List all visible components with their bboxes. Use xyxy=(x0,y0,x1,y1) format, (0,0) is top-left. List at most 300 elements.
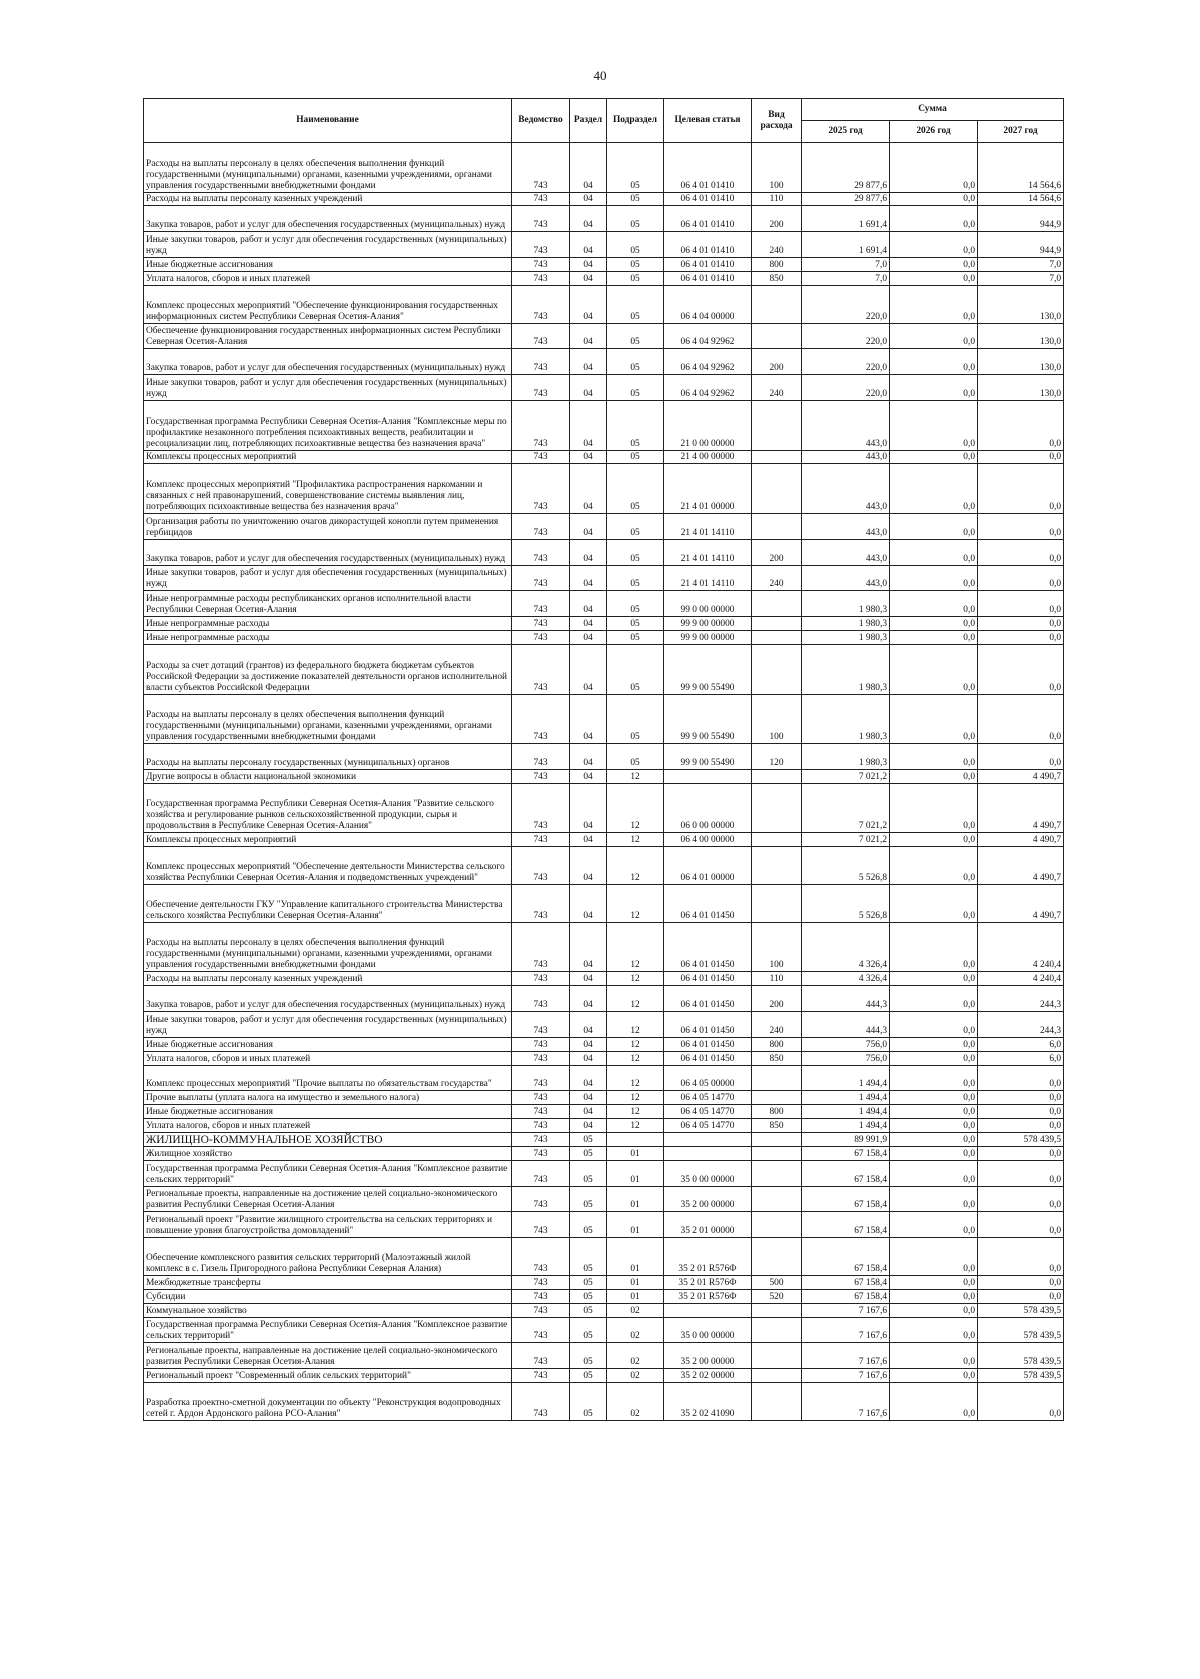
table-row xyxy=(144,1160,1064,1186)
table-cell-dept: 743 xyxy=(512,1091,570,1105)
table-cell-dept: 743 xyxy=(512,271,570,285)
table-cell-target xyxy=(664,1133,752,1147)
table-cell-subsection: 02 xyxy=(607,1369,664,1383)
table-cell-2026: 0,0 xyxy=(890,143,978,193)
table-row xyxy=(144,1119,1064,1133)
table-cell-2026: 0,0 xyxy=(890,539,978,565)
table-cell-name: Коммунальное хозяйство xyxy=(144,1303,512,1317)
table-cell-subsection: 01 xyxy=(607,1275,664,1289)
table-cell-target: 35 0 00 00000 xyxy=(664,1317,752,1343)
table-cell-section: 05 xyxy=(570,1160,607,1186)
table-cell-expense-type xyxy=(752,1303,802,1317)
table-row xyxy=(144,1146,1064,1160)
table-cell-2026: 0,0 xyxy=(890,1065,978,1091)
table-cell-2027: 578 439,5 xyxy=(978,1317,1064,1343)
table-cell-dept: 743 xyxy=(512,258,570,272)
table-cell-target xyxy=(664,1146,752,1160)
table-row xyxy=(144,769,1064,783)
header-dept: Ведомство xyxy=(512,99,570,143)
table-cell-target: 06 4 01 00000 xyxy=(664,847,752,885)
table-row xyxy=(144,1186,1064,1212)
table-cell-expense-type xyxy=(752,1186,802,1212)
table-cell-expense-type xyxy=(752,591,802,617)
table-cell-expense-type xyxy=(752,1160,802,1186)
table-cell-expense-type: 800 xyxy=(752,258,802,272)
table-cell-name: Иные закупки товаров, работ и услуг для обеспечения государственных (муниципальных) нужд xyxy=(144,1012,512,1038)
table-cell-expense-type xyxy=(752,847,802,885)
table-cell-name: Обеспечение деятельности ГКУ "Управление капитального строительства Министерства сельского хозяйства Республики Северная Осетия-Алания" xyxy=(144,885,512,923)
table-cell-2025: 7 167,6 xyxy=(802,1317,890,1343)
table-cell-section: 05 xyxy=(570,1146,607,1160)
table-cell-2026: 0,0 xyxy=(890,1383,978,1421)
table-cell-dept: 743 xyxy=(512,1012,570,1038)
table-cell-section: 04 xyxy=(570,694,607,744)
table-row xyxy=(144,539,1064,565)
table-cell-2027: 0,0 xyxy=(978,450,1064,464)
table-cell-dept: 743 xyxy=(512,1289,570,1303)
table-cell-dept: 743 xyxy=(512,769,570,783)
table-cell-2026: 0,0 xyxy=(890,206,978,232)
table-cell-target: 99 9 00 00000 xyxy=(664,617,752,631)
table-row xyxy=(144,1091,1064,1105)
table-cell-expense-type xyxy=(752,644,802,694)
table-cell-target: 35 0 00 00000 xyxy=(664,1160,752,1186)
table-cell-name: Иные непрограммные расходы xyxy=(144,617,512,631)
table-row xyxy=(144,1212,1064,1238)
table-cell-section: 04 xyxy=(570,565,607,591)
table-row xyxy=(144,1383,1064,1421)
table-cell-2026: 0,0 xyxy=(890,833,978,847)
table-cell-name: Государственная программа Республики Северная Осетия-Алания "Комплексные меры по профилактике незаконного потребления психоактивных веществ, реабилитации и ресоциализации лиц, потребляющих психоактивные вещества без назначения врача" xyxy=(144,400,512,450)
table-row xyxy=(144,744,1064,770)
table-cell-name: Другие вопросы в области национальной экономики xyxy=(144,769,512,783)
table-cell-2026: 0,0 xyxy=(890,1105,978,1119)
table-cell-subsection: 05 xyxy=(607,400,664,450)
table-row xyxy=(144,271,1064,285)
table-cell-subsection: 05 xyxy=(607,539,664,565)
table-cell-subsection: 05 xyxy=(607,375,664,401)
table-cell-name: Иные закупки товаров, работ и услуг для обеспечения государственных (муниципальных) нужд xyxy=(144,375,512,401)
table-cell-2026: 0,0 xyxy=(890,1238,978,1276)
table-cell-expense-type: 100 xyxy=(752,922,802,972)
table-cell-subsection: 12 xyxy=(607,1105,664,1119)
table-cell-section: 05 xyxy=(570,1383,607,1421)
table-cell-target: 21 4 01 14110 xyxy=(664,539,752,565)
table-cell-2027: 0,0 xyxy=(978,617,1064,631)
table-cell-name: Разработка проектно-сметной документации по объекту "Реконструкция водопроводных сетей г. Ардон Ардонского района РСО-Алания" xyxy=(144,1383,512,1421)
table-cell-expense-type xyxy=(752,514,802,540)
table-cell-2025: 1 494,4 xyxy=(802,1105,890,1119)
table-cell-section: 05 xyxy=(570,1275,607,1289)
table-cell-dept: 743 xyxy=(512,744,570,770)
table-cell-expense-type: 850 xyxy=(752,1051,802,1065)
table-cell-2026: 0,0 xyxy=(890,644,978,694)
table-cell-name: Закупка товаров, работ и услуг для обеспечения государственных (муниципальных) нужд xyxy=(144,986,512,1012)
table-cell-2026: 0,0 xyxy=(890,617,978,631)
table-cell-expense-type: 240 xyxy=(752,1012,802,1038)
table-cell-2026: 0,0 xyxy=(890,972,978,986)
table-cell-expense-type xyxy=(752,323,802,349)
table-cell-expense-type: 500 xyxy=(752,1275,802,1289)
table-cell-2027: 130,0 xyxy=(978,285,1064,323)
table-cell-2025: 5 526,8 xyxy=(802,885,890,923)
table-cell-2027: 6,0 xyxy=(978,1037,1064,1051)
table-cell-2026: 0,0 xyxy=(890,323,978,349)
table-cell-dept: 743 xyxy=(512,1275,570,1289)
table-cell-2027: 0,0 xyxy=(978,631,1064,645)
table-cell-2025: 7 167,6 xyxy=(802,1369,890,1383)
table-row xyxy=(144,644,1064,694)
table-cell-2025: 67 158,4 xyxy=(802,1160,890,1186)
table-cell-subsection: 05 xyxy=(607,514,664,540)
table-cell-2027: 4 240,4 xyxy=(978,922,1064,972)
table-cell-2027: 0,0 xyxy=(978,1091,1064,1105)
table-cell-2027: 0,0 xyxy=(978,591,1064,617)
table-row xyxy=(144,617,1064,631)
table-row xyxy=(144,972,1064,986)
table-row xyxy=(144,1317,1064,1343)
table-cell-2027: 578 439,5 xyxy=(978,1369,1064,1383)
table-cell-target: 06 4 00 00000 xyxy=(664,833,752,847)
table-cell-2025: 443,0 xyxy=(802,514,890,540)
table-cell-section: 04 xyxy=(570,1012,607,1038)
table-cell-2025: 220,0 xyxy=(802,349,890,375)
table-cell-2025: 1 980,3 xyxy=(802,631,890,645)
table-cell-section: 04 xyxy=(570,206,607,232)
table-cell-2026: 0,0 xyxy=(890,694,978,744)
table-cell-target xyxy=(664,769,752,783)
table-cell-target xyxy=(664,1303,752,1317)
table-cell-dept: 743 xyxy=(512,1383,570,1421)
table-cell-2026: 0,0 xyxy=(890,1133,978,1147)
header-subsection: Подраздел xyxy=(607,99,664,143)
table-cell-section: 04 xyxy=(570,617,607,631)
header-2025: 2025 год xyxy=(802,121,890,143)
table-cell-name: Закупка товаров, работ и услуг для обеспечения государственных (муниципальных) нужд xyxy=(144,206,512,232)
table-cell-2027: 4 490,7 xyxy=(978,885,1064,923)
table-cell-2025: 67 158,4 xyxy=(802,1289,890,1303)
table-row xyxy=(144,1037,1064,1051)
table-cell-dept: 743 xyxy=(512,1343,570,1369)
table-cell-2025: 7 167,6 xyxy=(802,1383,890,1421)
table-cell-target: 06 4 05 14770 xyxy=(664,1091,752,1105)
table-cell-2027: 0,0 xyxy=(978,565,1064,591)
table-row xyxy=(144,464,1064,514)
table-cell-expense-type: 100 xyxy=(752,143,802,193)
table-cell-subsection: 02 xyxy=(607,1343,664,1369)
table-cell-dept: 743 xyxy=(512,400,570,450)
table-cell-section: 05 xyxy=(570,1133,607,1147)
table-cell-name: Государственная программа Республики Северная Осетия-Алания "Комплексное развитие сельских территорий" xyxy=(144,1160,512,1186)
table-cell-name: Комплекс процессных мероприятий "Прочие выплаты по обязательствам государства" xyxy=(144,1065,512,1091)
table-cell-2026: 0,0 xyxy=(890,1146,978,1160)
table-cell-target: 06 4 01 01450 xyxy=(664,885,752,923)
table-cell-name: Иные непрограммные расходы xyxy=(144,631,512,645)
table-cell-target: 06 4 04 00000 xyxy=(664,285,752,323)
table-cell-2026: 0,0 xyxy=(890,464,978,514)
table-cell-target: 06 4 04 92962 xyxy=(664,375,752,401)
table-cell-dept: 743 xyxy=(512,192,570,206)
table-cell-section: 04 xyxy=(570,1119,607,1133)
table-cell-2026: 0,0 xyxy=(890,258,978,272)
table-cell-2027: 4 490,7 xyxy=(978,769,1064,783)
table-cell-2026: 0,0 xyxy=(890,1037,978,1051)
table-row xyxy=(144,400,1064,450)
table-cell-2027: 0,0 xyxy=(978,744,1064,770)
table-cell-expense-type xyxy=(752,631,802,645)
table-cell-name: Уплата налогов, сборов и иных платежей xyxy=(144,271,512,285)
table-cell-target: 06 4 01 01410 xyxy=(664,206,752,232)
table-cell-name: Комплекс процессных мероприятий "Обеспечение функционирования государственных информационных систем Республики Северная Осетия-Алания" xyxy=(144,285,512,323)
table-cell-2027: 0,0 xyxy=(978,1146,1064,1160)
table-cell-2026: 0,0 xyxy=(890,885,978,923)
table-cell-subsection: 12 xyxy=(607,1065,664,1091)
table-row xyxy=(144,1065,1064,1091)
table-cell-name: Расходы на выплаты персоналу государственных (муниципальных) органов xyxy=(144,744,512,770)
table-cell-expense-type xyxy=(752,885,802,923)
table-cell-dept: 743 xyxy=(512,1212,570,1238)
table-cell-2025: 444,3 xyxy=(802,1012,890,1038)
table-cell-2025: 29 877,6 xyxy=(802,192,890,206)
table-cell-subsection: 05 xyxy=(607,464,664,514)
table-cell-name: Иные закупки товаров, работ и услуг для обеспечения государственных (муниципальных) нужд xyxy=(144,565,512,591)
table-cell-section: 04 xyxy=(570,972,607,986)
table-cell-target: 06 4 04 92962 xyxy=(664,349,752,375)
table-cell-expense-type: 200 xyxy=(752,539,802,565)
table-cell-target: 06 4 01 01450 xyxy=(664,972,752,986)
table-cell-target: 06 4 04 92962 xyxy=(664,323,752,349)
table-body xyxy=(144,143,1064,1421)
table-cell-dept: 743 xyxy=(512,323,570,349)
table-row xyxy=(144,1105,1064,1119)
table-cell-2026: 0,0 xyxy=(890,1051,978,1065)
table-row xyxy=(144,922,1064,972)
table-cell-subsection: 02 xyxy=(607,1317,664,1343)
table-cell-dept: 743 xyxy=(512,1186,570,1212)
table-cell-name: Комплекс процессных мероприятий "Обеспечение деятельности Министерства сельского хозяйства Республики Северная Осетия-Алания и подведомственных учреждений" xyxy=(144,847,512,885)
table-cell-section: 04 xyxy=(570,143,607,193)
table-cell-dept: 743 xyxy=(512,1303,570,1317)
table-cell-2025: 7,0 xyxy=(802,258,890,272)
table-cell-name: Иные бюджетные ассигнования xyxy=(144,258,512,272)
table-cell-expense-type xyxy=(752,1133,802,1147)
table-cell-2027: 244,3 xyxy=(978,1012,1064,1038)
table-cell-2025: 4 326,4 xyxy=(802,972,890,986)
table-cell-section: 05 xyxy=(570,1303,607,1317)
table-cell-2025: 5 526,8 xyxy=(802,847,890,885)
table-cell-2026: 0,0 xyxy=(890,192,978,206)
table-cell-target: 99 9 00 55490 xyxy=(664,644,752,694)
table-row xyxy=(144,375,1064,401)
table-cell-2027: 578 439,5 xyxy=(978,1303,1064,1317)
table-row xyxy=(144,631,1064,645)
table-cell-2025: 756,0 xyxy=(802,1037,890,1051)
table-cell-dept: 743 xyxy=(512,1133,570,1147)
table-cell-expense-type: 120 xyxy=(752,744,802,770)
table-cell-section: 04 xyxy=(570,258,607,272)
table-cell-dept: 743 xyxy=(512,1146,570,1160)
table-cell-expense-type xyxy=(752,1065,802,1091)
table-cell-target: 06 4 01 01410 xyxy=(664,232,752,258)
table-cell-section: 04 xyxy=(570,744,607,770)
table-cell-subsection: 12 xyxy=(607,885,664,923)
table-cell-name: Закупка товаров, работ и услуг для обеспечения государственных (муниципальных) нужд xyxy=(144,539,512,565)
table-cell-target: 06 4 05 00000 xyxy=(664,1065,752,1091)
table-cell-subsection: 12 xyxy=(607,1051,664,1065)
table-cell-expense-type: 850 xyxy=(752,271,802,285)
table-cell-subsection: 05 xyxy=(607,323,664,349)
table-cell-expense-type: 110 xyxy=(752,972,802,986)
table-cell-2025: 7 021,2 xyxy=(802,769,890,783)
table-cell-2026: 0,0 xyxy=(890,1186,978,1212)
table-cell-name: Расходы на выплаты персоналу в целях обеспечения выполнения функций государственными (муниципальными) органами, казенными учреждениями, органами управления государственными внебюджетными фондами xyxy=(144,143,512,193)
table-cell-name: Закупка товаров, работ и услуг для обеспечения государственных (муниципальных) нужд xyxy=(144,349,512,375)
table-cell-target: 99 9 00 55490 xyxy=(664,744,752,770)
table-cell-2026: 0,0 xyxy=(890,1091,978,1105)
table-cell-2025: 220,0 xyxy=(802,285,890,323)
table-cell-section: 04 xyxy=(570,847,607,885)
table-cell-2027: 578 439,5 xyxy=(978,1343,1064,1369)
table-cell-2027: 4 490,7 xyxy=(978,783,1064,833)
table-cell-target: 06 4 05 14770 xyxy=(664,1105,752,1119)
table-cell-2027: 14 564,6 xyxy=(978,143,1064,193)
table-cell-target: 99 0 00 00000 xyxy=(664,591,752,617)
table-cell-subsection: 12 xyxy=(607,769,664,783)
table-cell-dept: 743 xyxy=(512,591,570,617)
table-cell-target: 35 2 01 00000 xyxy=(664,1212,752,1238)
table-cell-name: Региональные проекты, направленные на достижение целей социально-экономического развития Республики Северная Осетия-Алания xyxy=(144,1343,512,1369)
table-cell-dept: 743 xyxy=(512,922,570,972)
table-cell-section: 05 xyxy=(570,1186,607,1212)
table-cell-2025: 1 980,3 xyxy=(802,644,890,694)
table-cell-subsection: 05 xyxy=(607,285,664,323)
table-cell-2027: 130,0 xyxy=(978,375,1064,401)
table-cell-2025: 1 980,3 xyxy=(802,744,890,770)
table-cell-section: 04 xyxy=(570,323,607,349)
table-cell-2026: 0,0 xyxy=(890,591,978,617)
table-cell-section: 05 xyxy=(570,1238,607,1276)
table-cell-2026: 0,0 xyxy=(890,450,978,464)
table-cell-subsection: 01 xyxy=(607,1212,664,1238)
table-cell-2025: 7 021,2 xyxy=(802,833,890,847)
table-cell-target: 06 4 05 14770 xyxy=(664,1119,752,1133)
table-cell-2027: 0,0 xyxy=(978,1275,1064,1289)
table-cell-name: Комплекс процессных мероприятий "Профилактика распространения наркомании и связанных с ней правонарушений, совершенствование системы выявления лиц, потребляющих психоактивные вещества без назначения врача" xyxy=(144,464,512,514)
table-cell-target: 06 4 01 01410 xyxy=(664,192,752,206)
table-cell-subsection: 12 xyxy=(607,1037,664,1051)
table-cell-section: 04 xyxy=(570,885,607,923)
table-cell-name: Иные непрограммные расходы республиканских органов исполнительной власти Республики Северная Осетия-Алания xyxy=(144,591,512,617)
table-cell-name: Прочие выплаты (уплата налога на имущество и земельного налога) xyxy=(144,1091,512,1105)
table-cell-section: 04 xyxy=(570,1091,607,1105)
table-cell-section: 04 xyxy=(570,1051,607,1065)
table-cell-section: 04 xyxy=(570,285,607,323)
table-row xyxy=(144,885,1064,923)
table-cell-dept: 743 xyxy=(512,285,570,323)
table-cell-dept: 743 xyxy=(512,143,570,193)
table-cell-section: 05 xyxy=(570,1369,607,1383)
table-cell-2025: 67 158,4 xyxy=(802,1275,890,1289)
table-cell-expense-type xyxy=(752,833,802,847)
table-cell-2025: 220,0 xyxy=(802,323,890,349)
table-row xyxy=(144,514,1064,540)
table-cell-2027: 944,9 xyxy=(978,206,1064,232)
table-row xyxy=(144,1012,1064,1038)
table-cell-target: 06 4 01 01450 xyxy=(664,922,752,972)
table-cell-name: Государственная программа Республики Северная Осетия-Алания "Комплексное развитие сельских территорий" xyxy=(144,1317,512,1343)
table-cell-section: 04 xyxy=(570,631,607,645)
table-cell-name: Иные бюджетные ассигнования xyxy=(144,1037,512,1051)
table-cell-name: Уплата налогов, сборов и иных платежей xyxy=(144,1119,512,1133)
table-row xyxy=(144,206,1064,232)
table-cell-expense-type xyxy=(752,1091,802,1105)
table-cell-target: 35 2 02 41090 xyxy=(664,1383,752,1421)
table-cell-subsection: 05 xyxy=(607,349,664,375)
table-cell-section: 04 xyxy=(570,464,607,514)
table-cell-subsection xyxy=(607,1133,664,1147)
table-cell-target: 35 2 02 00000 xyxy=(664,1369,752,1383)
header-target: Целевая статья xyxy=(664,99,752,143)
table-row xyxy=(144,1289,1064,1303)
table-cell-2025: 1 691,4 xyxy=(802,232,890,258)
table-cell-2026: 0,0 xyxy=(890,1369,978,1383)
table-cell-2027: 0,0 xyxy=(978,694,1064,744)
table-cell-expense-type xyxy=(752,1369,802,1383)
table-cell-2025: 67 158,4 xyxy=(802,1238,890,1276)
table-cell-expense-type: 800 xyxy=(752,1037,802,1051)
table-row xyxy=(144,258,1064,272)
table-cell-2025: 1 980,3 xyxy=(802,617,890,631)
table-cell-2027: 0,0 xyxy=(978,1383,1064,1421)
table-cell-subsection: 12 xyxy=(607,1012,664,1038)
table-cell-target: 35 2 01 R576Ф xyxy=(664,1238,752,1276)
table-cell-2025: 67 158,4 xyxy=(802,1212,890,1238)
table-cell-2026: 0,0 xyxy=(890,1317,978,1343)
table-cell-name: Обеспечение комплексного развития сельских территорий (Малоэтажный жилой комплекс в с. Гизель Пригородного района Республики Северная Алания) xyxy=(144,1238,512,1276)
table-cell-2025: 4 326,4 xyxy=(802,922,890,972)
table-cell-section: 04 xyxy=(570,833,607,847)
table-cell-2026: 0,0 xyxy=(890,1212,978,1238)
table-cell-2026: 0,0 xyxy=(890,514,978,540)
table-cell-2025: 89 991,9 xyxy=(802,1133,890,1147)
table-cell-target: 21 4 01 00000 xyxy=(664,464,752,514)
table-cell-name: Комплексы процессных мероприятий xyxy=(144,450,512,464)
table-cell-section: 04 xyxy=(570,271,607,285)
table-cell-dept: 743 xyxy=(512,1051,570,1065)
table-row xyxy=(144,847,1064,885)
table-cell-name: Иные бюджетные ассигнования xyxy=(144,1105,512,1119)
table-row xyxy=(144,1275,1064,1289)
table-cell-target: 06 4 01 01450 xyxy=(664,1037,752,1051)
table-cell-section: 04 xyxy=(570,1105,607,1119)
table-cell-expense-type: 200 xyxy=(752,206,802,232)
table-cell-expense-type xyxy=(752,450,802,464)
table-cell-subsection: 05 xyxy=(607,192,664,206)
table-cell-section: 04 xyxy=(570,1065,607,1091)
table-row xyxy=(144,1133,1064,1147)
table-cell-name: Организация работы по уничтожению очагов дикорастущей конопли путем применения гербицидов xyxy=(144,514,512,540)
table-cell-subsection: 02 xyxy=(607,1303,664,1317)
table-cell-2025: 443,0 xyxy=(802,464,890,514)
table-cell-expense-type xyxy=(752,783,802,833)
table-cell-name: Иные закупки товаров, работ и услуг для обеспечения государственных (муниципальных) нужд xyxy=(144,232,512,258)
table-cell-2027: 0,0 xyxy=(978,464,1064,514)
table-cell-target: 35 2 01 R576Ф xyxy=(664,1289,752,1303)
table-cell-2025: 7 167,6 xyxy=(802,1303,890,1317)
table-cell-dept: 743 xyxy=(512,1105,570,1119)
header-2027: 2027 год xyxy=(978,121,1064,143)
table-row xyxy=(144,1051,1064,1065)
